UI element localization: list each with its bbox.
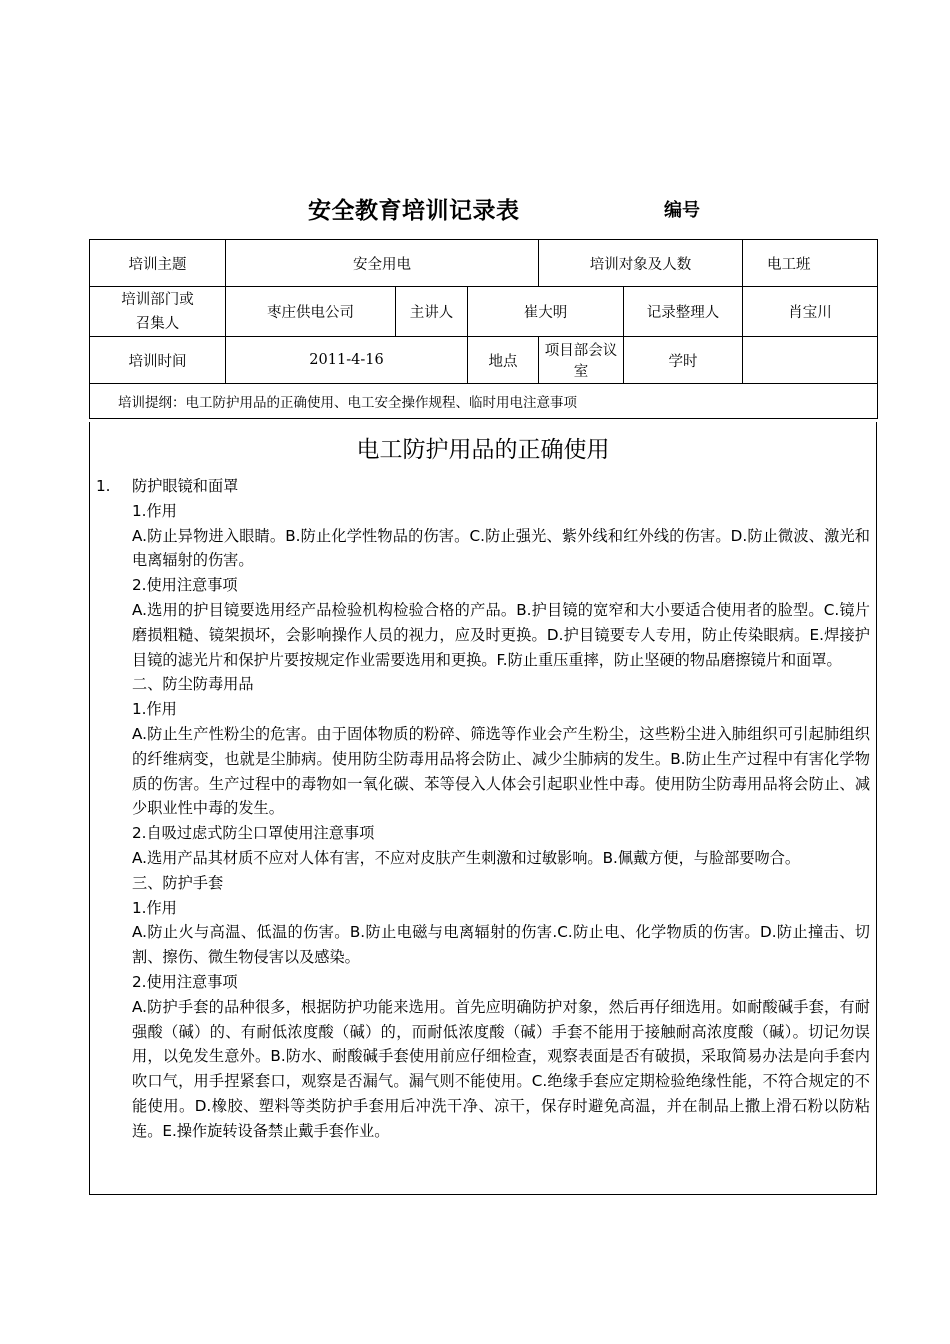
training-outline: 培训提纲：电工防护用品的正确使用、电工安全操作规程、临时用电注意事项	[90, 384, 878, 419]
table-row	[90, 384, 878, 419]
paragraph: A.防止异物进入眼睛。B.防止化学性物品的伤害。C.防止强光、紫外线和红外线的伤害。D.防止微波、激光和电离辐射的伤害。	[132, 526, 870, 570]
table-row	[90, 337, 878, 384]
section-title: 电工防护用品的正确使用	[356, 437, 610, 463]
time-value: 2011-4-16	[226, 337, 468, 384]
table-row	[90, 287, 878, 337]
time-label: 培训时间	[90, 337, 226, 384]
section-heading: 三、防护手套	[132, 873, 224, 892]
document-number-label: 编号	[664, 200, 700, 221]
table-row	[90, 240, 878, 287]
paragraph: A.防止火与高温、低温的伤害。B.防止电磁与电离辐射的伤害.C.防止电、化学物质的伤害。D.防止撞击、切割、擦伤、微生物侵害以及感染。	[132, 923, 870, 967]
place-label: 地点	[468, 337, 539, 384]
document-title: 安全教育培训记录表	[308, 198, 520, 224]
paragraph: A.选用的护目镜要选用经产品检验机构检验合格的产品。B.护目镜的宽窄和大小要适合使用者的脸型。C.镜片磨损粗糙、镜架损坏，会影响操作人员的视力，应及时更换。D.护目镜要专人专用，防止传染眼病。E.焊接护目镜的滤光片和保护片要按规定作业需要选用和更换。F.防止重压重摔，防止坚硬的物品磨擦镜片和面罩。	[132, 600, 870, 669]
hours-value	[743, 337, 878, 384]
dept-label	[90, 287, 226, 337]
recorder-label: 记录整理人	[624, 287, 743, 337]
paragraph: A.防止生产性粉尘的危害。由于固体物质的粉碎、筛选等作业会产生粉尘，这些粉尘进入肺组织可引起肺组织的纤维病变，也就是尘肺病。使用防尘防毒用品将会防止、减少尘肺病的发生。B.防止生产过程中有害化学物质的伤害。生产过程中的毒物如一氧化碳、苯等侵入人体会引起职业性中毒。使用防尘防毒用品将会防止、减少职业性中毒的发生。	[132, 724, 870, 818]
document-header	[0, 192, 950, 224]
speaker-value: 崔大明	[468, 287, 624, 337]
dept-label-line-2: 召集人	[135, 315, 180, 332]
item-title: 防护眼镜和面罩	[132, 477, 239, 495]
subheading: 1.作用	[132, 700, 177, 719]
subheading: 1.作用	[132, 898, 177, 917]
subheading: 2.使用注意事项	[132, 972, 238, 991]
speaker-label: 主讲人	[396, 287, 468, 337]
place-value: 项目部会议室	[539, 337, 624, 384]
dept-label-line-1: 培训部门或	[121, 291, 194, 308]
subheading: 1.作用	[132, 501, 177, 520]
subheading: 2.使用注意事项	[132, 576, 238, 595]
recorder-value: 肖宝川	[743, 287, 878, 337]
training-content	[96, 474, 870, 1144]
topic-value: 安全用电	[226, 240, 539, 287]
training-record-table	[89, 239, 878, 419]
subheading: 2.自吸过虑式防尘口罩使用注意事项	[132, 824, 375, 843]
item-number: 1.	[96, 477, 111, 495]
topic-label: 培训主题	[90, 240, 226, 287]
paragraph: A.防护手套的品种很多，根据防护功能来选用。首先应明确防护对象，然后再仔细选用。如耐酸碱手套，有耐强酸（碱）的、有耐低浓度酸（碱）的，而耐低浓度酸（碱）手套不能用于接触耐高浓度酸（碱）。切记勿误用，以免发生意外。B.防水、耐酸碱手套使用前应仔细检查，观察表面是否有破损，采取简易办法是向手套内吹口气，用手捏紧套口，观察是否漏气。漏气则不能使用。C.绝缘手套应定期检验绝缘性能，不符合规定的不能使用。D.橡胶、塑料等类防护手套用后冲洗干净、凉干，保存时避免高温，并在制品上撒上滑石粉以防粘连。E.操作旋转设备禁止戴手套作业。	[132, 997, 870, 1140]
paragraph: A.选用产品其材质不应对人体有害，不应对皮肤产生刺激和过敏影响。B.佩戴方便，与脸部要吻合。	[132, 848, 801, 867]
dept-value: 枣庄供电公司	[226, 287, 396, 337]
list-item	[96, 474, 870, 499]
section-heading: 二、防尘防毒用品	[132, 675, 254, 694]
target-value: 电工班	[743, 240, 878, 287]
target-label: 培训对象及人数	[539, 240, 743, 287]
hours-label: 学时	[624, 337, 743, 384]
